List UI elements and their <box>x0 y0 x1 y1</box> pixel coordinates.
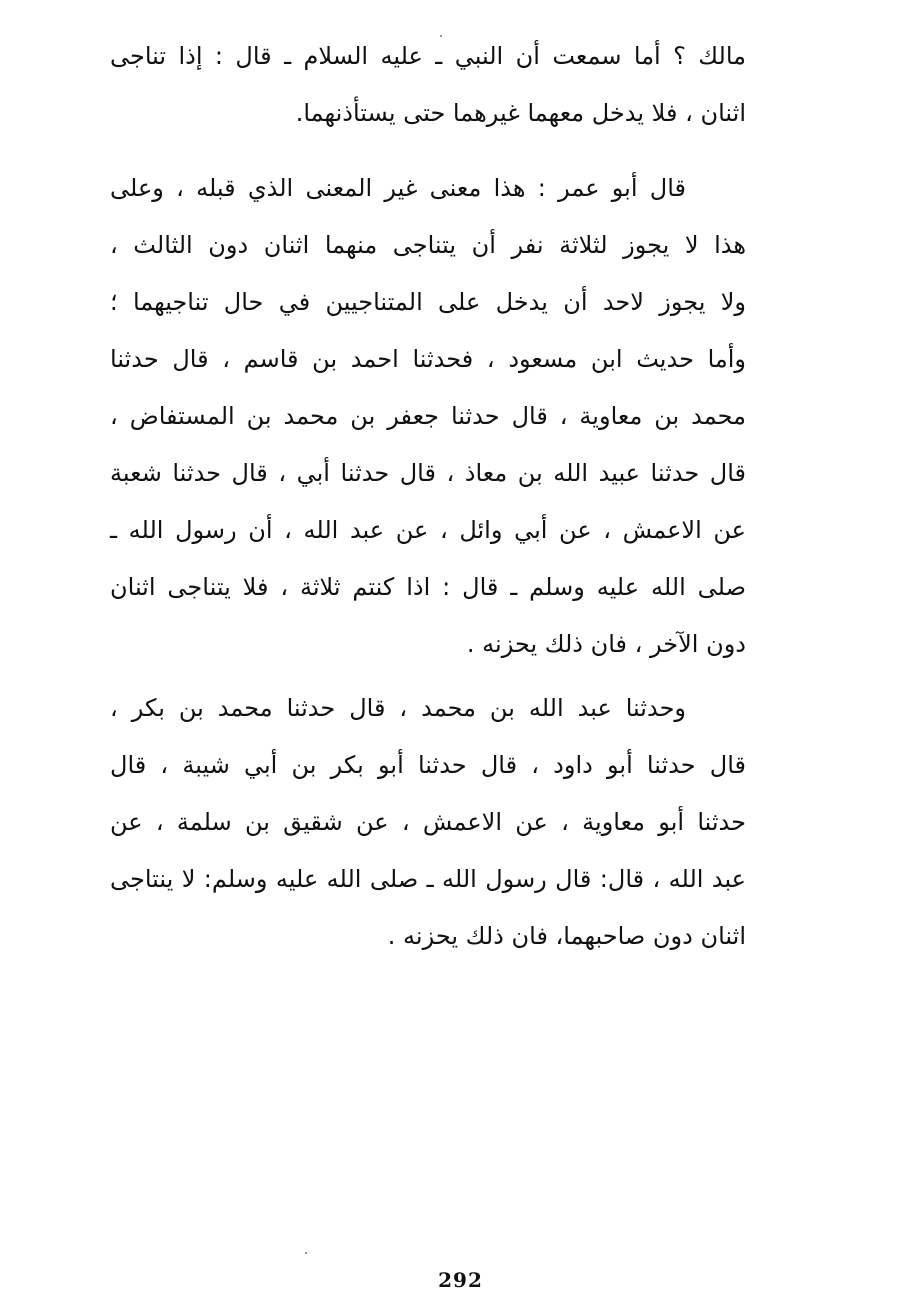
text-line: عبد الله ، قال: قال رسول الله ـ صلى الله عليه وسلم: لا ينتاجى <box>110 865 746 893</box>
text-line: قال أبو عمر : هذا معنى غير المعنى الذي قبله ، وعلى <box>110 174 686 202</box>
text-line: وحدثنا عبد الله بن محمد ، قال حدثنا محمد بن بكر ، <box>110 694 686 722</box>
page-number: 292 <box>438 1268 483 1292</box>
scan-speck <box>440 35 442 37</box>
text-line: صلى الله عليه وسلم ـ قال : اذا كنتم ثلاثة ، فلا يتناجى اثنان <box>110 573 746 601</box>
text-line: هذا لا يجوز لثلاثة نفر أن يتناجى منهما اثنان دون الثالث ، <box>110 231 746 259</box>
text-line: اثنان ، فلا يدخل معهما غيرهما حتى يستأذنهما. <box>295 99 746 127</box>
text-line: وأما حديث ابن مسعود ، فحدثنا احمد بن قاسم ، قال حدثنا <box>110 345 746 373</box>
text-line: قال حدثنا أبو داود ، قال حدثنا أبو بكر بن أبي شيبة ، قال <box>110 751 746 779</box>
scan-speck <box>305 1252 307 1254</box>
paragraph-3 <box>110 680 746 965</box>
text-line: قال حدثنا عبيد الله بن معاذ ، قال حدثنا أبي ، قال حدثنا شعبة <box>110 459 746 487</box>
text-line: مالك ؟ أما سمعت أن النبي ـ عليه السلام ـ قال : إذا تناجى <box>110 42 746 70</box>
text-line: حدثنا أبو معاوية ، عن الاعمش ، عن شقيق بن سلمة ، عن <box>110 808 746 836</box>
text-line: اثنان دون صاحبهما، فان ذلك يحزنه . <box>387 922 746 950</box>
text-line: عن الاعمش ، عن أبي وائل ، عن عبد الله ، أن رسول الله ـ <box>110 516 746 544</box>
text-line: محمد بن معاوية ، قال حدثنا جعفر بن محمد بن المستفاض ، <box>110 402 746 430</box>
text-line: دون الآخر ، فان ذلك يحزنه . <box>466 630 746 658</box>
paragraph-2 <box>110 160 746 673</box>
text-line: ولا يجوز لاحد أن يدخل على المتناجيين في حال تناجيهما ؛ <box>110 288 746 316</box>
paragraph-1 <box>110 28 746 142</box>
